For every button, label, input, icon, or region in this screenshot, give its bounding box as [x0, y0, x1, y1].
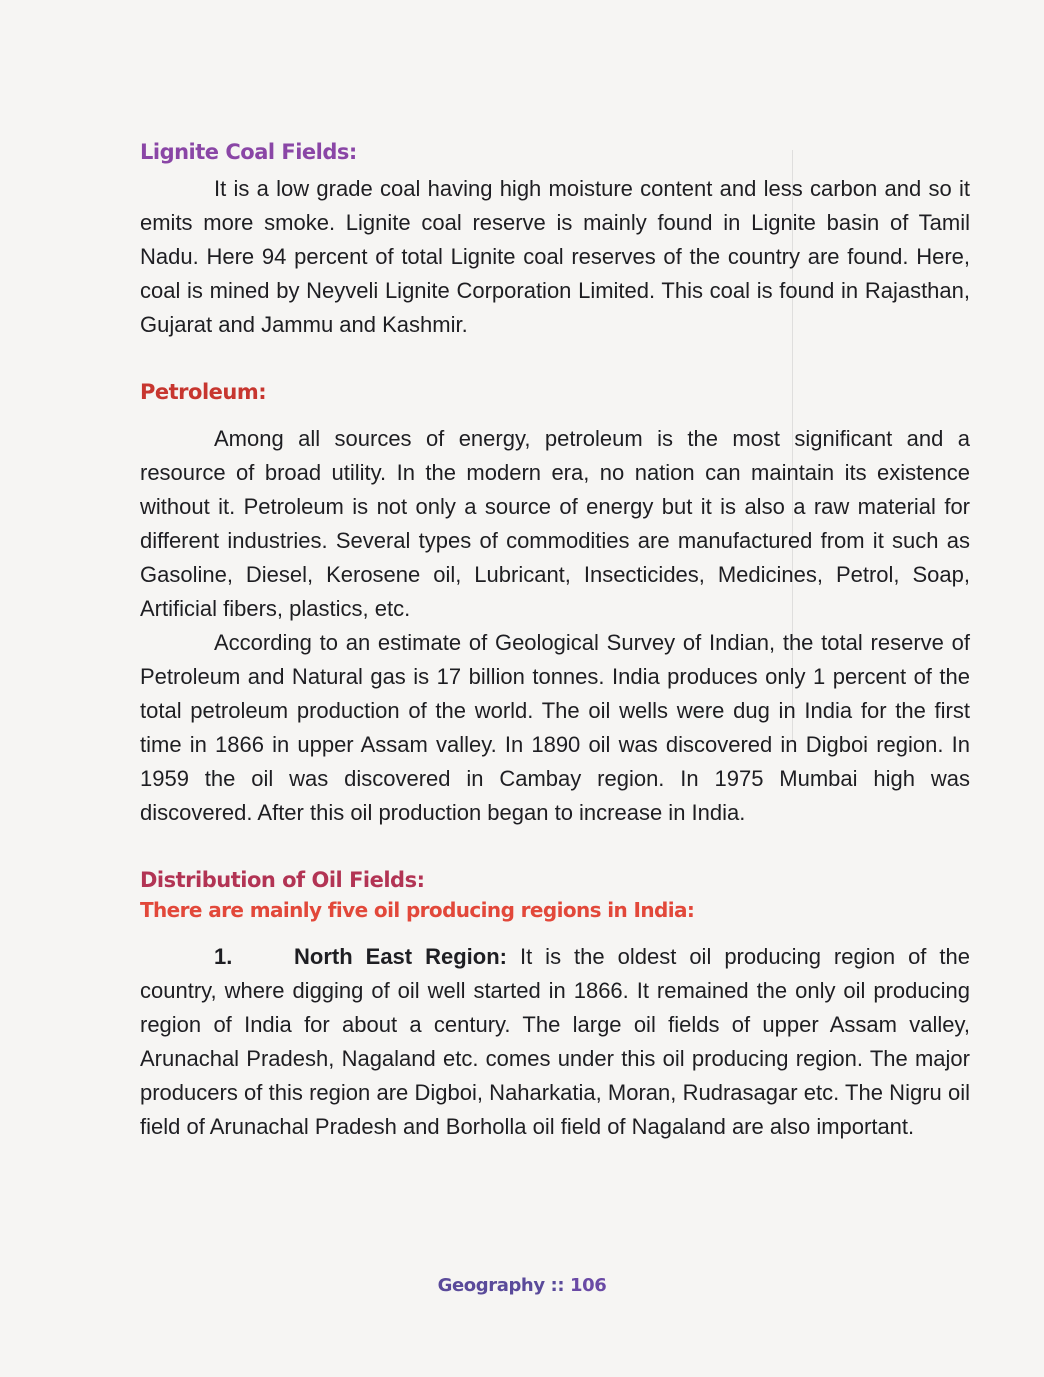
petroleum-heading: Petroleum:	[140, 380, 267, 404]
footer-subject: Geography	[437, 1275, 545, 1296]
page-content	[140, 140, 970, 1144]
list-item-text: It is the oldest oil producing region of the country, where digging of oil well started in 1866. It remained the only oil producing region of India for about a century. The large oil fields of upper Assam valley, Arunachal Pradesh, Nagaland etc. comes under this oil producing region. The major producers of this region are Digboi, Naharkatia, Moran, Rudrasagar etc. The Nigru oil field of Arunachal Pradesh and Borholla oil field of Nagaland are also important.	[140, 944, 970, 1139]
lignite-heading: Lignite Coal Fields:	[140, 140, 357, 164]
petroleum-paragraph-2: According to an estimate of Geological Survey of Indian, the total reserve of Petroleum and Natural gas is 17 billion tonnes. India produces only 1 percent of the total petroleum production of the world. The oil wells were dug in India for the first time in 1866 in upper Assam valley. In 1890 oil was discovered in Digboi region. In 1959 the oil was discovered in Cambay region. In 1975 Mumbai high was discovered. After this oil production began to increase in India.	[140, 630, 970, 825]
petroleum-paragraph-1: Among all sources of energy, petroleum is the most significant and a resource of broad utility. In the modern era, no nation can maintain its existence without it. Petroleum is not only a source of energy but it is also a raw material for different industries. Several types of commodities are manufactured from it such as Gasoline, Diesel, Kerosene oil, Lubricant, Insecticides, Medicines, Petrol, Soap, Artificial fibers, plastics, etc.	[140, 426, 970, 621]
page-footer	[0, 1275, 1044, 1296]
list-item-number: 1.	[214, 944, 233, 969]
footer-separator: ::	[544, 1275, 571, 1296]
distribution-subheading: There are mainly five oil producing regions in India:	[140, 898, 695, 922]
lignite-paragraph: It is a low grade coal having high moisture content and less carbon and so it emits more smoke. Lignite coal reserve is mainly found in Lignite basin of Tamil Nadu. Here 94 percent of total Lignite coal reserves of the country are found. Here, coal is mined by Neyveli Lignite Corporation Limited. This coal is found in Rajasthan, Gujarat and Jammu and Kashmir.	[140, 176, 970, 337]
distribution-heading: Distribution of Oil Fields:	[140, 868, 425, 892]
list-item	[140, 940, 970, 1144]
page-number: 106	[570, 1275, 607, 1296]
list-item-title: North East Region:	[294, 944, 507, 969]
